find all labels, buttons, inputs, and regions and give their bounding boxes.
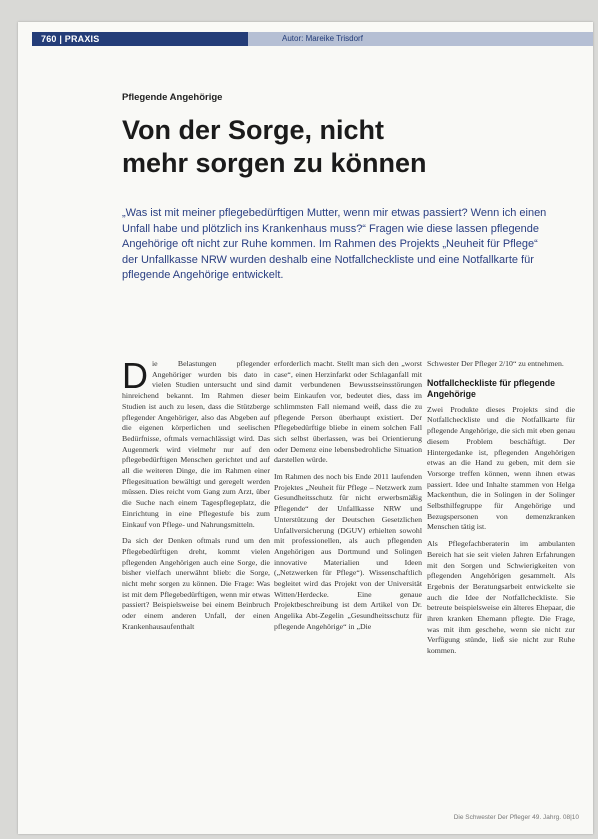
author-label: Autor: Mareike Trisdorf xyxy=(248,32,593,46)
paragraph: Als Pflegefachberaterin im ambulanten Bereich hat sie seit vielen Jahren Erfahrungen mit den Sorgen und Schwierigkeiten von pflegenden Angehörigen gesammelt. Als Ergebnis der Beratungsarbeit entwickelte sie auch die Idee der Notfallcheckliste. Sie betreute beispielsweise ein älteres Ehepaar, die ihren kranken Ehemann pflegte. Die Frage, was mit ihm geschehe, wenn sie nicht zur Verfügung stünde, ließ sie nicht zur Ruhe kommen. xyxy=(427,539,575,656)
body-column-1 xyxy=(122,355,270,639)
paragraph: Schwester Der Pfleger 2/10“ zu entnehmen. xyxy=(427,359,564,368)
drop-cap: D xyxy=(122,355,148,396)
magazine-page xyxy=(18,22,593,834)
paragraph: Im Rahmen des noch bis Ende 2011 laufenden Projektes „Neuheit für Pflege – Netzwerk zum Gesundheitsschutz für nicht erwerbsmäßig Pflegende“ der Unfallkasse NRW und Unterstützung der Deutschen Gesetzlichen Unfallversicherung (DGUV) erhielten sowohl mit professionellen, als auch pflegenden Angehörigen aus Dortmund und Solingen innovative Materialien und Ideen („Netzwerken für Pflege“). Wissenschaftlich begleitet wird das Projekt von der Universität Witten/Herdecke. Eine genaue Projektbeschreibung ist dem Artikel von Dr. Angelika Abt-Zegelin „Gesundheitsschutz für pflegende Angehörige“ in „Die xyxy=(274,472,422,631)
paragraph: Da sich der Denken oftmals rund um den Pflegebedürftigen dreht, kommt vielen pflegenden Angehörigen auch eine Sorge, die bisher vielfach unerwähnt blieb: die Sorge, nicht mehr sorgen zu können. Die Frage: Was ist mit dem Pflegebedürftigen, wenn mir etwas passiert? Beispielsweise bei einem Beinbruch oder einem anderen Unfall, der einen Krankenhausaufenthalt xyxy=(122,536,270,631)
paragraph: Zwei Produkte dieses Projekts sind die Notfallcheckliste und die Notfallkarte für pflegende Angehörige, die sich mit eben genau diesem Problem beschäftigt. Der Hintergedanke ist, pflegenden Angehörigen etwas an die Hand zu geben, mit dem sie Vorsorge treffen können, wenn ihnen etwas passiert. Idee und Inhalte stammen von Helga Mackenthun, die in Solingen in der Solinger Selbsthilfegruppe für Angehörige und Bezugspersonen von demenzkranken Menschen tätig ist. xyxy=(427,404,575,532)
title-line-2: mehr sorgen zu können xyxy=(122,148,427,178)
paragraph: erforderlich macht. Stellt man sich den „worst case“, einen Herzinfarkt oder Schlaganfall mit damit verbundenen Bewusstseinsstörungen beim Einkaufen vor, bedeutet dies, dass im schlimmsten Fall niemand weiß, dass die zu pflegende Person überhaupt existiert. Der Pflegebedürftige bliebe in einem solchen Fall sich selbst überlassen, was bei Orientierung oder Demenz eine lebensbedrohliche Situation darstellen würde. xyxy=(274,359,422,465)
article-kicker: Pflegende Angehörige xyxy=(122,92,223,103)
article-title xyxy=(122,114,542,180)
section-subheading: Notfallcheckliste für pflegende Angehörige xyxy=(427,377,556,399)
header-bar xyxy=(32,32,593,46)
page-section-label: 760 | PRAXIS xyxy=(32,32,248,46)
article-lead: „Was ist mit meiner pflegebedürftigen Mutter, wenn mir etwas passiert? Wenn ich einen Unfall habe und plötzlich ins Krankenhaus muss?“ Fragen wie diese lassen pflegende Angehörige oft nicht zur Ruhe kommen. Im Rahmen des Projekts „Neuheit für Pflege“ der Unfallkasse NRW wurden deshalb eine Notfallcheckliste und eine Notfallkarte für pflegende Angehörige entwickelt. xyxy=(122,207,547,281)
paragraph-text: ie Belastungen pflegender Angehöriger wurden bis dato in vielen Studien untersucht und sind hinreichend bekannt. Im Rahmen dieser Studien ist auch zu lesen, dass die Stützberge pflegender Angehöriger, also das Abgeben auf die eigenen körperlichen und seelischen Bedürfnisse, oftmals vernachlässigt wird. Das Augenmerk wird vielmehr nur auf den pflegebedürftigen Menschen gerichtet und auf all die weiteren Dinge, die im Rahmen einer Pflegesituation bewältigt und geregelt werden müssen. Dies reicht vom Gang zum Arzt, über die Suche nach einem Tagespflegeplatz, die Einrichtung in eine Pflegestufe bis zum Einkauf von Pflege- und Nahrungsmitteln. xyxy=(122,359,270,529)
body-column-2 xyxy=(274,359,422,639)
title-line-1: Von der Sorge, nicht xyxy=(122,115,385,145)
page-footer: Die Schwester Der Pfleger 49. Jahrg. 08|10 xyxy=(453,814,579,821)
body-column-3 xyxy=(427,359,575,663)
paragraph xyxy=(122,355,270,530)
